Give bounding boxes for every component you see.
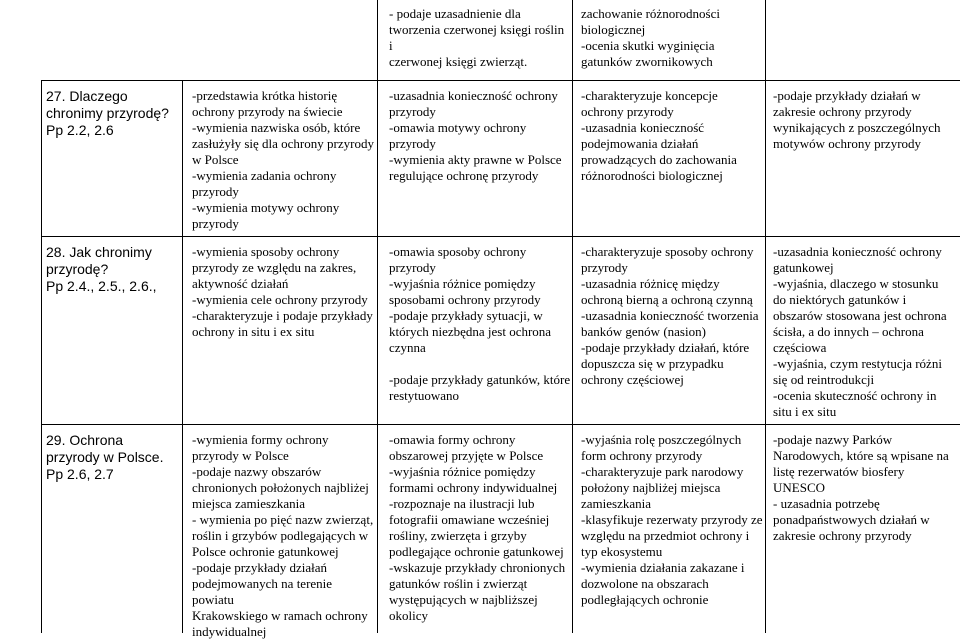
table-rule (182, 80, 183, 633)
extended-requirements-cell: -omawia formy ochrony obszarowej przyjęte w Polsce -wyjaśnia różnice pomiędzy formami ochrony indywidualnej -rozpoznaje na ilustracji lub fotografii omawiane wcześniej rośliny, zwierzęta i grzyby podlegające ochronie gatunkowej -wskazuje przykłady chronionych gatunków roślin i zwierząt występujących w najbliższej okolicy (389, 432, 566, 623)
excellent-requirements-cell: -podaje przykłady działań w zakresie ochrony przyrody wynikających z poszczególnych motywów ochrony przyrody (773, 88, 941, 151)
extended-requirements-cell: -omawia sposoby ochrony przyrody -wyjaśnia różnice pomiędzy sposobami ochrony przyrody -podaje przykłady sytuacji, w których niezbędna jest ochrona czynna -podaje przykłady gatunków, które restytuowano (389, 244, 571, 403)
table-rule (41, 236, 960, 237)
table-rule (377, 0, 378, 633)
excellent-requirements-cell: -podaje nazwy Parków Narodowych, które są wpisane na listę rezerwatów biosfery UNESCO - uzasadnia potrzebę ponadpaństwowych działań w zakresie ochrony przyrody (773, 432, 949, 543)
excellent-requirements-cell: -uzasadnia konieczność ochrony gatunkowej -wyjaśnia, dlaczego w stosunku do niektórych gatunków i obszarów stosowana jest ochrona ścisła, a do innych – ochrona częściowa -wyjaśnia, czym restytucja różni się od reintrodukcji -ocenia skuteczność ochrony in situ i ex situ (773, 244, 947, 419)
table-rule (572, 0, 573, 633)
extended-requirements-cell: -uzasadnia konieczność ochrony przyrody -omawia motywy ochrony przyrody -wymienia akty prawne w Polsce regulujące ochronę przyrody (389, 88, 562, 183)
lesson-topic: 27. Dlaczego chronimy przyrodę? Pp 2.2, 2.6 (46, 88, 169, 138)
basic-requirements-cell: -przedstawia krótka historię ochrony przyrody na świecie -wymienia nazwiska osób, które zasłużyły się dla ochrony przyrody w Polsce -wymienia zadania ochrony przyrody -wymienia motywy ochrony przyrody (192, 88, 374, 231)
lesson-topic: 28. Jak chronimy przyrodę? Pp 2.4., 2.5., 2.6., (46, 244, 157, 294)
complete-requirements-cell: -charakteryzuje sposoby ochrony przyrody -uzasadnia różnicę między ochroną bierną a ochroną czynną -uzasadnia konieczność tworzenia banków genów (nasion) -podaje przykłady działań, które dopuszcza się w przypadku ochrony częściowej (581, 244, 759, 387)
table-cell: - podaje uzasadnienie dla tworzenia czerwonej księgi roślin i czerwonej księgi zwierząt. (389, 6, 565, 69)
complete-requirements-cell: -charakteryzuje koncepcje ochrony przyrody -uzasadnia konieczność podejmowania działań prowadzących do zachowania różnorodności biologicznej (581, 88, 737, 183)
complete-requirements-cell: -wyjaśnia rolę poszczególnych form ochrony przyrody -charakteryzuje park narodowy położony najbliżej miejsca zamieszkania -klasyfikuje rezerwaty przyrody ze względu na przedmiot ochrony i typ ekosystemu -wymienia działania zakazane i dozwolone na obszarach podległających ochronie (581, 432, 763, 607)
basic-requirements-cell: -wymienia formy ochrony przyrody w Polsce -podaje nazwy obszarów chronionych położonych najbliżej miejsca zamieszkania - wymienia po pięć nazw zwierząt, roślin i grzybów podlegających w Polsce ochronie gatunkowej -podaje przykłady działań podejmowanych na terenie powiatu Krakowskiego w ramach ochrony indywidualnej (192, 432, 374, 639)
table-rule (765, 0, 766, 633)
table-rule (41, 80, 42, 633)
table-rule (41, 80, 960, 81)
basic-requirements-cell: -wymienia sposoby ochrony przyrody ze względu na zakres, aktywność działań -wymienia cele ochrony przyrody -charakteryzuje i podaje przykłady ochrony in situ i ex situ (192, 244, 373, 339)
table-rule (41, 424, 960, 425)
lesson-topic: 29. Ochrona przyrody w Polsce. Pp 2.6, 2.7 (46, 432, 164, 482)
table-cell: zachowanie różnorodności biologicznej -ocenia skutki wyginięcia gatunków zwornikowych (581, 6, 720, 69)
